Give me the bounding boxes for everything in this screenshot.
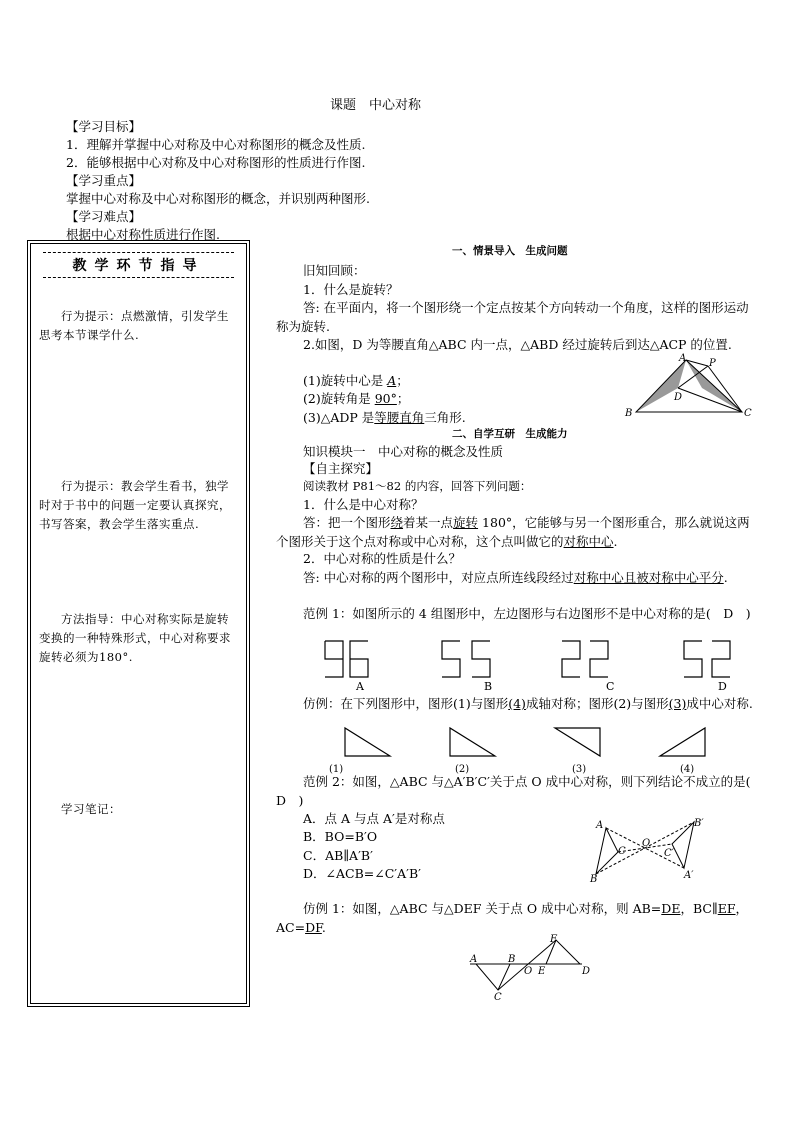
a1-answer-1: 绕 (390, 515, 404, 530)
triangle-2 (450, 728, 495, 756)
difficulty-text: 根据中心对称性质进行作图. (66, 227, 220, 242)
fig3-label-f: F (550, 934, 557, 945)
fig1-label-d: D (674, 392, 683, 403)
a1-answer-3: 对称中心 (563, 534, 614, 549)
fang2-answer-2: EF (717, 901, 736, 916)
digit-2a (562, 641, 580, 677)
review-q2: 2.如图，D 为等腰直角△ABC 内一点，△ABD 经过旋转后到达△ACP 的位置. (303, 337, 732, 352)
fang1-pre: 仿例：在下列图形中，图形(1)与图形 (303, 696, 509, 711)
read-instruction: 阅读教材 P81～82 的内容，回答下列问题： (303, 479, 532, 493)
a-property: 答: 中心对称的两个图形中，对应点所连线段经过对称中心且被对称中心平分. (303, 570, 728, 585)
a2-answer: 对称中心且被对称中心平分 (573, 570, 724, 585)
digit-2c (712, 641, 730, 677)
digit-6 (350, 641, 368, 677)
explore-heading: 【自主探究】 (303, 461, 379, 476)
fang1-end: 成中心对称. (686, 696, 753, 711)
q2a-answer: A (387, 373, 397, 388)
triangle-3 (555, 728, 600, 756)
option-c: C．AB∥A′B′ (303, 848, 373, 863)
review-q2c (303, 409, 466, 427)
review-label: 旧知回顾： (303, 263, 366, 278)
digit-5c (684, 641, 702, 677)
q2c-text: (3)△ADP 是 (303, 410, 375, 425)
fig2-label-c: C (618, 846, 626, 857)
triangle-4 (660, 728, 705, 756)
triangles-figure (329, 726, 725, 776)
q2c-answer: 等腰直角 (374, 410, 425, 425)
fig3-label-e: E (538, 966, 546, 977)
fig3-label-c: C (494, 992, 502, 1003)
q2c-end: 三角形. (424, 410, 466, 425)
fang2-answer-3: DF (305, 920, 322, 935)
q2a-text: (1)旋转中心是 (303, 373, 388, 388)
module-title: 知识模块一 中心对称的概念及性质 (303, 444, 504, 459)
goal-1: 1．理解并掌握中心对称及中心对称图形的概念及性质. (66, 137, 366, 152)
tri-label-2: (2) (455, 764, 470, 775)
symmetry-figure (590, 814, 710, 886)
pair-label-d: D (718, 680, 727, 693)
fig2-label-b-prime: B′ (694, 818, 704, 829)
sidebar-banner: 教学环节指导 (72, 258, 205, 274)
fang1-mid: 成轴对称；图形(2)与图形 (525, 696, 669, 711)
key-heading: 【学习重点】 (66, 173, 142, 188)
a1-mid-1: 着某一点 (403, 515, 454, 530)
digit-2b (590, 641, 608, 677)
q2b-text: (2)旋转角是 (303, 391, 375, 406)
review-q2b: (2)旋转角是 90°； (303, 391, 410, 406)
fig1-label-c: C (744, 408, 752, 419)
q2b-answer: 90° (374, 391, 397, 406)
digit-pairs-figure (320, 638, 760, 700)
q-property: 2．中心对称的性质是什么？ (303, 551, 461, 566)
fig3-label-a: A (470, 954, 478, 965)
digit-9 (325, 641, 343, 677)
fig3-label-d: D (582, 966, 591, 977)
key-text: 掌握中心对称及中心对称图形的概念，并识别两种图形. (66, 191, 370, 206)
fig1-label-b: B (625, 408, 633, 419)
option-a: A．点 A 与点 A′是对称点 (303, 811, 445, 826)
option-d: D．∠ACB=∠C′A′B′ (303, 866, 422, 881)
example-1: 范例 1：如图所示的 4 组图形中，左边图形与右边图形不是中心对称的是( D ) (303, 606, 751, 621)
review-a1: 答: 在平面内，将一个图形绕一个定点按某个方向转动一个角度，这样的图形运动称为旋转. (276, 300, 749, 334)
review-q1: 1．什么是旋转？ (303, 282, 399, 297)
fang1-answer-2: (3) (668, 696, 687, 711)
pair-label-b: B (484, 680, 493, 693)
pair-label-c: C (606, 680, 615, 693)
goal-2: 2．能够根据中心对称及中心对称图形的性质进行作图. (66, 155, 366, 170)
fang2-mid: ，BC∥ (680, 901, 718, 916)
fang2-answer-1: DE (661, 901, 681, 916)
page-title: 课题 中心对称 (330, 98, 422, 113)
tri-label-1: (1) (329, 764, 344, 775)
a1-pre: 答：把一个图形 (303, 515, 391, 530)
tri-label-4: (4) (680, 764, 695, 775)
fang2-mid-2: ，AC= (276, 901, 749, 935)
digit-5a (442, 641, 460, 677)
sidebar-tip-2: 行为提示：教会学生看书，独学时对于书中的问题一定要认真探究，书写答案，教会学生落实重点. (39, 479, 231, 531)
sidebar-tip-3: 方法指导：中心对称实际是旋转变换的一种特殊形式，中心对称要求旋转必须为180°. (39, 612, 231, 664)
sidebar-guide (30, 243, 247, 1004)
rotation-figure (622, 352, 754, 420)
a1-mid-2: 180°，它能够与另一个图形重合，那么就说这两个图形关于这个点对称或中心对称，这个点叫做它的 (276, 515, 750, 549)
a1-answer-2: 旋转 (453, 515, 479, 530)
fang2-pre: 仿例 1：如图，△ABC 与△DEF 关于点 O 成中心对称，则 AB= (303, 901, 662, 916)
q-center-symmetry: 1．什么是中心对称？ (303, 497, 424, 512)
sidebar-notes: 学习笔记： (61, 802, 121, 816)
goal-heading: 【学习目标】 (66, 119, 142, 134)
pair-label-a: A (356, 680, 364, 693)
fig1-label-a: A (679, 353, 687, 364)
fig2-label-a-prime: A′ (684, 870, 694, 881)
example-2: 范例 2：如图，△ABC 与△A′B′C′关于点 O 成中心对称，则下列结论不成立的是( D ) (276, 774, 764, 808)
review-q2a: (1)旋转中心是 A； (303, 373, 409, 388)
fig3-label-b: B (508, 954, 516, 965)
option-b: B．BO=B′O (303, 829, 378, 844)
fig1-label-p: P (709, 358, 716, 369)
imitation-2: 仿例 1：如图，△ABC 与△DEF 关于点 O 成中心对称，则 AB=DE，BC∥EF，AC=DF. (276, 901, 749, 935)
imitation-1 (276, 694, 754, 713)
section1-heading: 一、情景导入 生成问题 (452, 245, 568, 257)
fig2-label-a: A (596, 820, 604, 831)
fig2-label-o: O (642, 838, 651, 849)
section2-heading: 二、自学互研 生成能力 (452, 428, 568, 440)
tri-label-3: (3) (572, 764, 587, 775)
digit-5b (472, 641, 490, 677)
fig2-label-b: B (590, 874, 598, 885)
difficulty-heading: 【学习难点】 (66, 209, 142, 224)
fang1-answer-1: (4) (508, 696, 526, 711)
line-symmetry-figure (466, 934, 592, 1003)
triangle-1 (345, 728, 390, 756)
fig2-label-c-prime: C′ (664, 848, 674, 859)
a2-pre: 答: 中心对称的两个图形中，对应点所连线段经过 (303, 570, 574, 585)
a-center-symmetry: 答：把一个图形绕着某一点旋转 180°，它能够与另一个图形重合，那么就说这两个图形关于这个点对称或中心对称，这个点叫做它的对称中心. (276, 515, 750, 549)
fig3-label-o: O (524, 966, 533, 977)
sidebar-tip-1: 行为提示：点燃激情，引发学生思考本节课学什么. (39, 309, 229, 342)
